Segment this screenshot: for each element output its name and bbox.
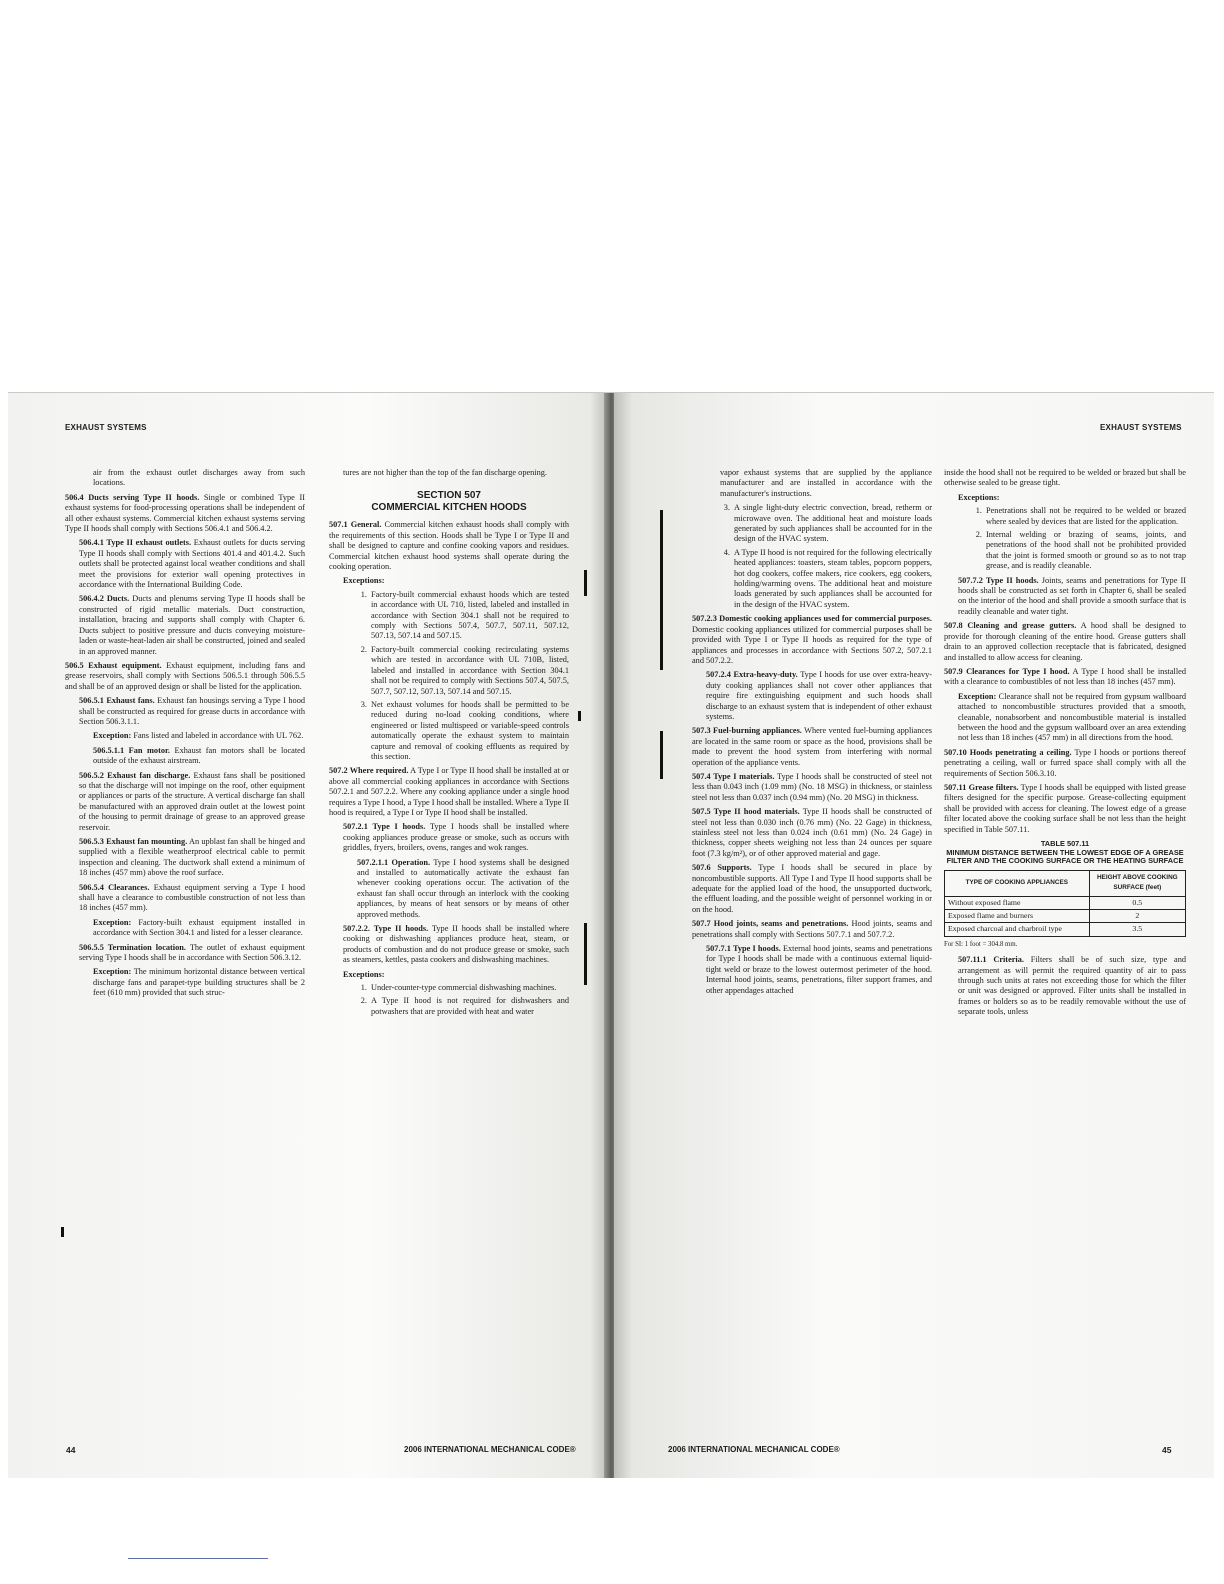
section-507-2: 507.2 Where required. A Type I or Type II hood shall be installed at or above all commercial cooking appliances in accordance with Sections 507.2.1 and 507.2.2. Where any cooking appliance under a single hood requires a Type I hood, a Type I hood shall be installed. Where a Type II hood is required, a Type I or Type II hood shall be installed. bbox=[329, 766, 569, 817]
left-page-column-2 bbox=[329, 468, 569, 1021]
section-507-7-1: 507.7.1 Type I hoods. External hood joints, seams and penetrations for Type I hoods shall be made with a continuous external liquid-tight weld or braze to the lowest outermost perimeter of the hood. Internal hood joints, seams, penetrations, filter support frames, and other appendages attached bbox=[706, 944, 932, 995]
page-number: 45 bbox=[1162, 1445, 1172, 1455]
section-507-6: 507.6 Supports. Type I hoods shall be secured in place by noncombustible supports. All Type I and Type II hood supports shall be adequate for the applied load of the hood, the unsupported ductwork, the effluent loading, and the possible weight of personnel working in or on the hood. bbox=[692, 863, 932, 914]
section-507-8: 507.8 Cleaning and grease gutters. A hood shall be designed to provide for thorough cleaning of the entire hood. Grease gutters shall drain to an approved collection receptacle that is fabricated, designed and installed to allow access for cleaning. bbox=[944, 621, 1186, 662]
section-507-11: 507.11 Grease filters. Type I hoods shall be equipped with listed grease filters designed for the specific purpose. Grease-collecting equipment shall be provided with access for cleaning. The lowest edge of a grease filter located above the cooking surface shall be not less than the height specified in Table 507.11. bbox=[944, 782, 1186, 834]
section-506-5-1: 506.5.1 Exhaust fans. Exhaust fan housings serving a Type I hood shall be constructed as required for grease ducts in accordance with Section 506.3.1.1. bbox=[79, 696, 306, 726]
section-507-9: 507.9 Clearances for Type I hood. A Type I hood shall be installed with a clearance to combustibles of not less than 18 inches (457 mm). bbox=[944, 666, 1186, 687]
table-cell: 0.5 bbox=[1089, 896, 1185, 909]
exceptions-list bbox=[329, 590, 569, 763]
revision-bar bbox=[584, 570, 587, 596]
list-item: 3. Net exhaust volumes for hoods shall be permitted to be reduced during no-load cooking conditions, where engineered or listed multispeed or variable-speed controls automatically operate the exhaust system to maintain capture and removal of cooking effluents as required by this section. bbox=[369, 700, 569, 762]
right-page bbox=[614, 393, 1214, 1478]
left-page bbox=[8, 393, 608, 1478]
list-item: 1. Under-counter-type commercial dishwashing machines. bbox=[369, 983, 569, 993]
list-item: 1. Factory-built commercial exhaust hoods which are tested in accordance with UL 710, listed, labeled and installed in accordance with Section 304.1 shall not be required to comply with Sections 507.4, 507.7, 507.11, 507.12, 507.13, 507.14 and 507.15. bbox=[369, 590, 569, 642]
table-cell: Exposed flame and burners bbox=[945, 910, 1090, 923]
section-507-7: 507.7 Hood joints, seams and penetrations. Hood joints, seams and penetrations shall comply with Sections 507.7.1 and 507.7.2. bbox=[692, 919, 932, 939]
table-cell: 2 bbox=[1089, 910, 1185, 923]
blue-rule bbox=[128, 1558, 268, 1559]
section-number: SECTION 507 bbox=[417, 490, 481, 502]
table-heading bbox=[944, 840, 1186, 866]
right-page-column-1 bbox=[692, 468, 932, 1000]
exceptions-list bbox=[329, 983, 569, 1017]
table-header-row bbox=[945, 870, 1186, 896]
section-506-5-5: 506.5.5 Termination location. The outlet of exhaust equipment serving Type I hoods shall be in accordance with Section 506.3.12. bbox=[79, 942, 306, 963]
section-506-5-1-1: 506.5.1.1 Fan motor. Exhaust fan motors shall be located outside of the exhaust airstream. bbox=[93, 745, 305, 766]
section-507-11-1: 507.11.1 Criteria. Filters shall be of such size, type and arrangement as will permit the required quantity of air to pass through such units at rates not exceeding those for which the filter or unit was designed or approved. Filter units shall be installed in frames or holders so as to be readily removable without the use of separate tools, unless bbox=[958, 955, 1186, 1017]
section-506-4-2: 506.4.2 Ducts. Ducts and plenums serving Type II hoods shall be constructed of rigid metallic materials. Duct construction, installation, bracing and supports shall comply with Chapter 6. Ducts subject to positive pressure and ducts conveying moisture-laden or waste-heat-laden air shall be constructed, joined and sealed in an approved manner. bbox=[79, 594, 306, 656]
page-footer: 2006 INTERNATIONAL MECHANICAL CODE® bbox=[404, 1445, 576, 1454]
section-506-4-1: 506.4.1 Type II exhaust outlets. Exhaust outlets for ducts serving Type II hoods shall comply with Sections 401.4 and 401.4.2. Such outlets shall be protected against local weather conditions and shall meet the provisions for exterior wall opening protectives in accordance with the International Building Code. bbox=[79, 538, 305, 590]
paragraph: inside the hood shall not be required to be welded or brazed but shall be otherwise sealed to be grease tight. bbox=[944, 468, 1186, 488]
table-title: TABLE 507.11 bbox=[1040, 839, 1090, 848]
table-cell: 3.5 bbox=[1089, 923, 1185, 936]
table-cell: Exposed charcoal and charbroil type bbox=[945, 923, 1090, 936]
section-heading bbox=[329, 490, 569, 514]
section-507-4: 507.4 Type I materials. Type I hoods shall be constructed of steel not less than 0.043 inch (1.09 mm) (No. 18 MSG) in thickness, or stainless steel not less than 0.037 inch (0.94 mm) (No. 20 MSG) in thickness. bbox=[692, 771, 932, 802]
column-header: TYPE OF COOKING APPLIANCES bbox=[945, 870, 1090, 896]
revision-bar bbox=[61, 1227, 64, 1237]
paragraph: air from the exhaust outlet discharges away from such locations. bbox=[93, 468, 305, 488]
page-number: 44 bbox=[66, 1445, 76, 1455]
table-cell: Without exposed flame bbox=[945, 896, 1090, 909]
exceptions-list bbox=[944, 506, 1186, 571]
revision-bar bbox=[660, 510, 663, 670]
running-head: EXHAUST SYSTEMS bbox=[65, 423, 147, 432]
exception: Exception: Factory-built exhaust equipment installed in accordance with Section 304.1 and listed for a lesser clearance. bbox=[93, 917, 305, 938]
table-footnote: For SI: 1 foot = 304.8 mm. bbox=[944, 940, 1018, 948]
section-506-4: 506.4 Ducts serving Type II hoods. Single or combined Type II exhaust systems for food-processing operations shall be independent of all other exhaust systems. Commercial kitchen exhaust systems serving Type II hoods shall comply with Sections 506.4.1 and 506.4.2. bbox=[65, 492, 305, 534]
list-item: 2. Internal welding or brazing of seams, joints, and penetrations of the hood shall not be prohibited provided that the joint is formed smooth or ground so as to not trap grease, and is readily cleanable. bbox=[984, 530, 1186, 572]
revision-bar bbox=[584, 923, 587, 985]
left-page-column-1 bbox=[65, 468, 305, 1003]
section-507-2-3: 507.2.3 Domestic cooking appliances used for commercial purposes. Domestic cooking appliances utilized for commercial purposes shall be provided with Type I or Type II hoods as required for the type of appliances and processes in accordance with Sections 507.2, 507.2.1 and 507.2.2. bbox=[692, 614, 932, 665]
section-507-7-2: 507.7.2 Type II hoods. Joints, seams and penetrations for Type II hoods shall be constructed as set forth in Chapter 6, shall be sealed on the interior of the hood and shall provide a smooth surface that is readily cleanable and water tight. bbox=[958, 575, 1186, 616]
table-row bbox=[945, 896, 1186, 909]
exceptions-list bbox=[692, 503, 932, 610]
list-item: 2. A Type II hood is not required for dishwashers and potwashers that are provided with heat and water bbox=[369, 996, 569, 1017]
table-row bbox=[945, 910, 1186, 923]
exceptions-heading: Exceptions: bbox=[343, 969, 385, 979]
section-507-5: 507.5 Type II hood materials. Type II hoods shall be constructed of steel not less than 0.030 inch (0.76 mm) (No. 22 Gage) in thickness, stainless steel not less than 0.024 inch (0.61 mm) (No. 24 Gage) in thickness, copper sheets weighing not less than 24 ounces per square foot (7.3 kg/m²), or of other approved material and gage. bbox=[692, 807, 932, 858]
section-506-5-3: 506.5.3 Exhaust fan mounting. An upblast fan shall be hinged and supplied with a flexible weatherproof electrical cable to permit inspection and cleaning. The ductwork shall extend a minimum of 18 inches (457 mm) above the roof surface. bbox=[79, 837, 305, 878]
section-507-1: 507.1 General. Commercial kitchen exhaust hoods shall comply with the requirements of this section. Hoods shall be Type I or Type II and shall be designed to capture and confine cooking vapors and residues. Commercial kitchen exhaust hood systems shall operate during the cooking operation. bbox=[329, 520, 570, 572]
exception: Exception: Clearance shall not be required from gypsum wallboard attached to noncombustible structures provided that a smooth, cleanable, nonabsorbent and noncombustible material is installed between the hood and the gypsum wallboard over an area extending not less than 18 inches (457 mm) in all directions from the hood. bbox=[958, 691, 1186, 743]
revision-bar bbox=[578, 711, 581, 721]
list-item: 1. Penetrations shall not be required to be welded or brazed where sealed by devices that are listed for the application. bbox=[984, 506, 1186, 527]
section-507-2-1: 507.2.1 Type I hoods. Type I hoods shall be installed where cooking appliances produce grease or smoke, such as occurs with griddles, fryers, broilers, ovens, ranges and wok ranges. bbox=[343, 822, 569, 853]
section-507-3: 507.3 Fuel-burning appliances. Where vented fuel-burning appliances are located in the same room or space as the hood, provisions shall be made to prevent the hood system from interfering with normal operation of the appliance vents. bbox=[692, 726, 932, 767]
list-item: 3. A single light-duty electric convection, bread, retherm or microwave oven. The additional heat and moisture loads generated by such appliances shall be accounted for in the design of the HVAC system. bbox=[732, 503, 932, 545]
exceptions-heading: Exceptions: bbox=[343, 576, 385, 586]
paragraph: vapor exhaust systems that are supplied by the appliance manufacturer and are installed in accordance with the manufacturer's instructions. bbox=[720, 468, 932, 498]
paragraph: tures are not higher than the top of the fan discharge opening. bbox=[343, 468, 547, 477]
column-header: HEIGHT ABOVE COOKING SURFACE (feet) bbox=[1089, 870, 1185, 896]
revision-bar bbox=[660, 731, 663, 779]
section-507-10: 507.10 Hoods penetrating a ceiling. Type I hoods or portions thereof penetrating a ceiling, wall or furred space shall comply with all the requirements of Section 506.3.10. bbox=[944, 747, 1186, 778]
section-507-2-2: 507.2.2. Type II hoods. Type II hoods shall be installed where cooking or dishwashing appliances produce heat, steam, or products of combustion and do not produce grease or smoke, such as steamers, kettles, pasta cookers and dishwashing machines. bbox=[343, 924, 569, 965]
section-506-5-2: 506.5.2 Exhaust fan discharge. Exhaust fans shall be positioned so that the discharge will not impinge on the roof, other equipment or appliances or parts of the structure. A vertical discharge fan shall be manufactured with an approved drain outlet at the lowest point of the housing to permit drainage of grease to an approved grease reservoir. bbox=[79, 770, 305, 832]
section-507-2-1-1: 507.2.1.1 Operation. Type I hood systems shall be designed and installed to automatically activate the exhaust fan whenever cooking operations occur. The activation of the exhaust fan shall occur through an interlock with the cooking appliances, by means of heat sensors or by means of other approved methods. bbox=[357, 857, 569, 919]
right-page-column-2 bbox=[944, 468, 1186, 1022]
book-spread bbox=[8, 392, 1214, 1478]
section-507-2-4: 507.2.4 Extra-heavy-duty. Type I hoods for use over extra-heavy-duty cooking appliances shall not cover other appliances that require fire extinguishing equipment and such hoods shall discharge to an exhaust system that is independent of other exhaust systems. bbox=[706, 670, 932, 721]
exception: Exception: The minimum horizontal distance between vertical discharge fans and parapet-type building structures shall be 2 feet (610 mm) provided that such struc- bbox=[93, 967, 305, 998]
page-footer: 2006 INTERNATIONAL MECHANICAL CODE® bbox=[668, 1445, 840, 1454]
section-506-5: 506.5 Exhaust equipment. Exhaust equipment, including fans and grease reservoirs, shall comply with Sections 506.5.1 through 506.5.5 and shall be of an approved design or shall be listed for the application. bbox=[65, 660, 305, 691]
list-item: 4. A Type II hood is not required for the following electrically heated appliances: toasters, steam tables, popcorn poppers, hot dog cookers, coffee makers, rice cookers, egg cookers, holding/warming ovens. The additional heat and moisture loads generated by such appliances shall be accounted for in the design of the HVAC system. bbox=[732, 548, 932, 610]
section-title: COMMERCIAL KITCHEN HOODS bbox=[371, 502, 527, 514]
running-head: EXHAUST SYSTEMS bbox=[1100, 423, 1182, 432]
exceptions-heading: Exceptions: bbox=[958, 492, 1000, 502]
exception: Exception: Fans listed and labeled in accordance with UL 762. bbox=[93, 731, 304, 741]
section-506-5-4: 506.5.4 Clearances. Exhaust equipment serving a Type I hood shall have a clearance to combustible construction of not less than 18 inches (457 mm). bbox=[79, 882, 305, 913]
table-caption: MINIMUM DISTANCE BETWEEN THE LOWEST EDGE OF A GREASE FILTER AND THE COOKING SURFACE OR THE HEATING SURFACE bbox=[946, 847, 1184, 866]
table-row bbox=[945, 923, 1186, 936]
list-item: 2. Factory-built commercial cooking recirculating systems which are tested in accordance with UL 710B, listed, labeled and installed in accordance with Section 304.1 shall not be required to comply with Sections 507.4, 507.5, 507.7, 507.12, 507.13, 507.14 and 507.15. bbox=[369, 645, 569, 697]
grease-filter-table bbox=[944, 870, 1186, 937]
